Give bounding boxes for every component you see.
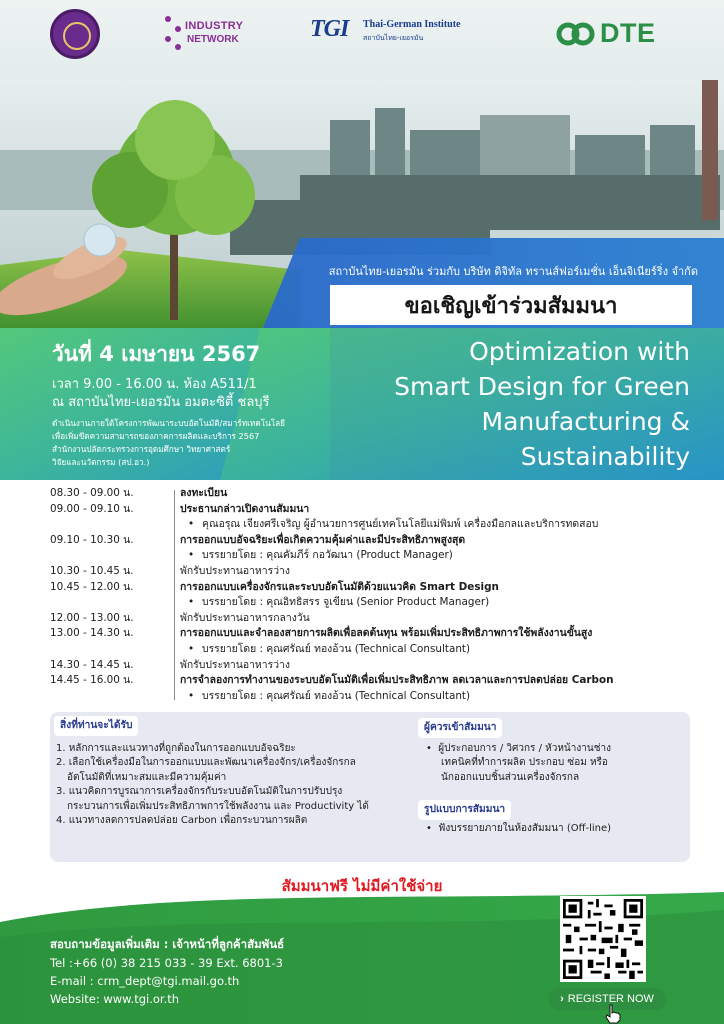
tgi-thai-name: สถาบันไทย-เยอรมัน	[363, 34, 424, 42]
agenda-row	[50, 548, 700, 564]
organizer-tagline: สถาบันไทย-เยอรมัน ร่วมกับ บริษัท ดิจิทัล ทรานส์ฟอร์เมชั่น เอ็นจิเนียร์ริ่ง จำกัด	[328, 265, 698, 278]
format-item-text: ฟังบรรยายภายในห้องสัมมนา (Off-line)	[438, 823, 612, 834]
project-note-line: เพื่อเพิ่มขีดความสามารถของภาคการผลิตและบริการ 2567	[52, 431, 260, 441]
benefits-heading: สิ่งที่ท่านจะได้รับ	[54, 716, 138, 736]
seminar-title-line: Manufacturing &	[481, 407, 690, 436]
agenda-speaker: • บรรยายโดย : คุณศรัณย์ ทองอ้วน (Technical Consultant)	[188, 689, 470, 705]
benefit-item: 3. แนวคิดการบูรณาการเครื่องจักรกับระบบอัตโนมัติในการปรับปรุง	[56, 786, 343, 798]
agenda-topic: พักรับประทานอาหารว่าง	[180, 658, 290, 671]
agenda-row	[50, 642, 700, 658]
event-venue: ณ สถาบันไทย-เยอรมัน อมตะซิตี้ ชลบุรี	[52, 395, 270, 410]
chevron-right-icon: ›	[560, 993, 564, 1005]
audience-item: • ผู้ประกอบการ / วิศวกร / หัวหน้างานช่าง	[426, 743, 611, 754]
ministry-seal-logo	[50, 9, 100, 59]
tgi-mark: TGI	[310, 16, 349, 42]
agenda-row	[50, 486, 700, 502]
agenda-row	[50, 564, 700, 580]
hero-banner	[0, 0, 724, 480]
benefit-item: กระบวนการเพื่อเพิ่มประสิทธิภาพการใช้พลังงาน และ Productivity ได้	[67, 800, 369, 812]
agenda-row	[50, 611, 700, 627]
free-seminar-banner: สัมมนาฟรี ไม่มีค่าใช้จ่าย	[281, 877, 443, 895]
network-dots-icon	[163, 16, 185, 50]
contact-tel: Tel :+66 (0) 38 215 033 - 39 Ext. 6801-3	[50, 956, 283, 970]
benefit-item: อัตโนมัติที่เหมาะสมและมีความคุ้มค่า	[67, 771, 227, 783]
tgi-logo	[310, 14, 480, 48]
register-label: REGISTER NOW	[567, 993, 654, 1005]
agenda-topic: ประธานกล่าวเปิดงานสัมมนา	[180, 502, 310, 515]
agenda-row	[50, 626, 700, 642]
agenda-topic: การออกแบบเครื่องจักรและระบบอัตโนมัติด้วยแนวคิด Smart Design	[180, 580, 499, 593]
agenda-speaker: • บรรยายโดย : คุณศรัณย์ ทองอ้วน (Technical Consultant)	[188, 642, 470, 658]
industry-network-logo	[163, 12, 255, 56]
seminar-title	[320, 334, 690, 474]
dte-logo	[556, 18, 678, 52]
agenda-row	[50, 517, 700, 533]
agenda-row	[50, 689, 700, 705]
qr-code[interactable]	[560, 896, 646, 982]
seminar-title-line: Optimization with	[469, 337, 690, 366]
contact-heading: สอบถามข้อมูลเพิ่มเติม : เจ้าหน้าที่ลูกค้าสัมพันธ์	[50, 937, 285, 951]
project-note	[52, 417, 322, 469]
audience-item: เทคนิคที่ทำการผลิต ประกอบ ซ่อม หรือ	[441, 757, 608, 769]
format-list	[426, 822, 611, 836]
agenda-divider	[174, 490, 175, 700]
agenda-row	[50, 595, 700, 611]
benefit-item: 1. หลักการและแนวทางที่ถูกต้องในการออกแบบอัจฉริยะ	[56, 743, 296, 754]
invite-box	[330, 285, 692, 325]
audience-item: นักออกแบบชิ้นส่วนเครื่องจักรกล	[441, 771, 580, 783]
agenda-topic: ลงทะเบียน	[180, 487, 228, 499]
benefits-list	[56, 742, 369, 828]
seminar-title-line: Smart Design for Green	[394, 372, 690, 401]
agenda-time: 13.00 - 14.30 น.	[50, 627, 134, 640]
contact-website[interactable]: Website: www.tgi.or.th	[50, 992, 180, 1006]
project-note-line: ดำเนินงานภายใต้โครงการพัฒนาระบบอัตโนมัติ/สมาร์ทเทคโนโลยี	[52, 418, 285, 428]
agenda-time: 14.45 - 16.00 น.	[50, 674, 134, 687]
seminar-title-line: Sustainability	[520, 442, 690, 471]
agenda-time: 12.00 - 13.00 น.	[50, 611, 134, 624]
agenda-row	[50, 658, 700, 674]
invite-heading: ขอเชิญเข้าร่วมสัมมนา	[404, 293, 618, 319]
logo-bar	[0, 0, 724, 82]
agenda-row	[50, 502, 700, 518]
agenda-speaker: • บรรยายโดย : คุณอิทธิสรร จูเขียน (Senior Product Manager)	[188, 595, 489, 611]
industry-logo-line1: INDUSTRY	[185, 20, 244, 32]
agenda-speaker: • คุณอรุณ เจียงศรีเจริญ ผู้อำนวยการศูนย์เทคโนโลยีแม่พิมพ์ เครื่องมือกลและบริการทดสอบ	[188, 517, 598, 533]
audience-heading: ผู้ควรเข้าสัมมนา	[418, 718, 502, 738]
agenda-topic: การจำลองการทำงานของระบบอัตโนมัติเพื่อเพิ่มประสิทธิภาพ ลดเวลาและการปลดปล่อย Carbon	[180, 674, 614, 687]
benefit-item: 2. เลือกใช้เครื่องมือในการออกแบบและพัฒนาเครื่องจักร/เครื่องจักรกล	[56, 757, 356, 769]
agenda-schedule	[50, 486, 700, 704]
industry-logo-line2: NETWORK	[187, 34, 239, 45]
agenda-time: 09.00 - 09.10 น.	[50, 502, 134, 515]
agenda-row	[50, 580, 700, 596]
agenda-time: 08.30 - 09.00 น.	[50, 487, 134, 499]
agenda-time: 09.10 - 10.30 น.	[50, 533, 134, 546]
agenda-topic: การออกแบบอัจฉริยะเพื่อเกิดความคุ้มค่าและมีประสิทธิภาพสูงสุด	[180, 533, 466, 546]
agenda-row	[50, 673, 700, 689]
info-box	[50, 712, 690, 862]
benefit-item: 4. แนวทางลดการปลดปล่อย Carbon เพื่อกระบวนการผลิต	[56, 815, 308, 827]
project-note-line: วิจัยและนวัตกรรม (สป.อว.)	[52, 457, 150, 467]
agenda-topic: พักรับประทานอาหารกลางวัน	[180, 611, 310, 624]
agenda-topic: การออกแบบและจำลองสายการผลิตเพื่อลดต้นทุน พร้อมเพิ่มประสิทธิภาพการใช้พลังงานขั้นสูง	[180, 627, 593, 640]
agenda-time: 14.30 - 14.45 น.	[50, 658, 134, 671]
contact-email[interactable]: E-mail : crm_dept@tgi.mail.go.th	[50, 974, 240, 988]
audience-list	[426, 742, 611, 785]
format-item: • ฟังบรรยายภายในห้องสัมมนา (Off-line)	[426, 823, 612, 834]
agenda-topic: พักรับประทานอาหารว่าง	[180, 564, 290, 577]
format-heading: รูปแบบการสัมมนา	[418, 800, 511, 820]
dte-rings-icon	[556, 22, 596, 46]
tgi-name: Thai-German Institute	[363, 19, 461, 30]
event-time: เวลา 9.00 - 16.00 น. ห้อง A511/1	[52, 377, 257, 392]
project-note-line: สำนักงานปลัดกระทรวงการอุดมศึกษา วิทยาศาสตร์	[52, 444, 231, 454]
event-date: วันที่ 4 เมษายน 2567	[52, 342, 261, 366]
agenda-time: 10.30 - 10.45 น.	[50, 564, 134, 577]
audience-item-text: ผู้ประกอบการ / วิศวกร / หัวหน้างานช่าง	[438, 743, 611, 754]
dte-text: DTE	[600, 18, 656, 48]
agenda-speaker: • บรรยายโดย : คุณคัมภีร์ กอวัฒนา (Product Manager)	[188, 548, 453, 564]
pointer-hand-icon	[604, 1004, 622, 1024]
agenda-row	[50, 533, 700, 549]
agenda-time: 10.45 - 12.00 น.	[50, 580, 134, 593]
